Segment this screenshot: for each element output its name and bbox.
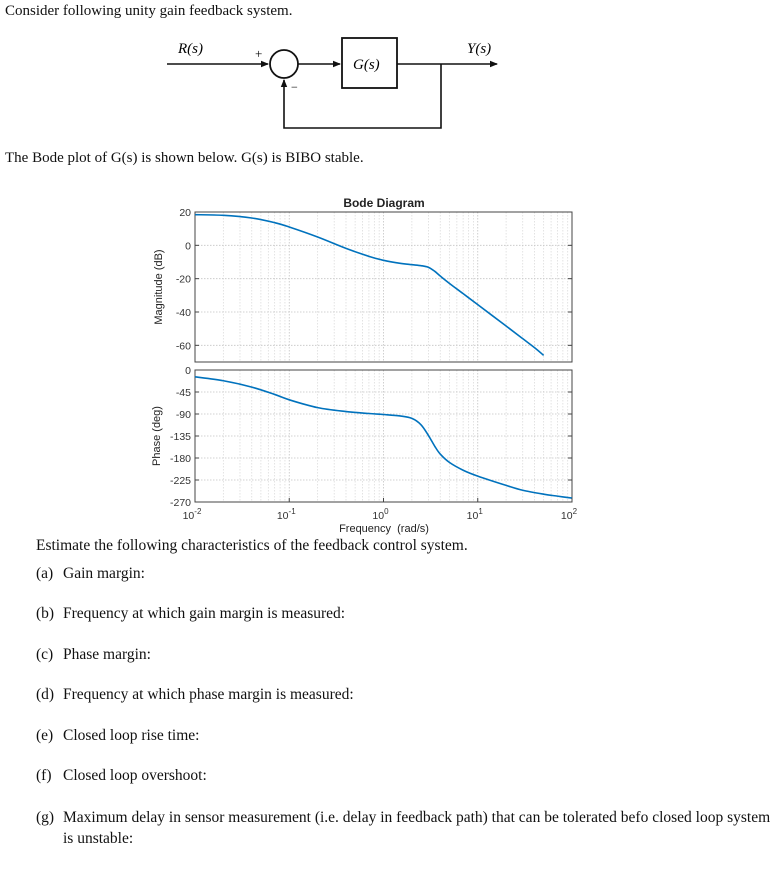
intro-text: Consider following unity gain feedback system. <box>5 3 293 19</box>
question-label: (f) <box>36 767 52 784</box>
question-text: Frequency at which gain margin is measured: <box>63 605 346 622</box>
block-label: G(s) <box>353 57 380 73</box>
magnitude-curve <box>195 215 544 356</box>
question-label: (b) <box>36 605 55 622</box>
question-label: (g) <box>36 809 55 826</box>
question-g <box>36 807 771 849</box>
x-tick-label: $10^0$ <box>372 507 389 522</box>
question-label: (d) <box>36 686 55 703</box>
minus-sign: − <box>291 80 298 94</box>
y-tick-label: -20 <box>175 273 191 286</box>
y-tick-label: -180 <box>169 453 191 465</box>
question-label: (a) <box>36 565 54 582</box>
question-b <box>36 605 345 623</box>
bode-intro-text: The Bode plot of G(s) is shown below. G(s) is BIBO stable. <box>5 150 364 166</box>
y-tick-label: 0 <box>185 240 191 253</box>
question-label: (c) <box>36 646 54 663</box>
plus-sign: + <box>255 46 263 61</box>
y-tick-label: -270 <box>169 497 191 509</box>
y-tick-label: -60 <box>175 340 191 353</box>
y-tick-label: -40 <box>175 307 191 319</box>
question-f <box>36 767 207 785</box>
x-tick-label: $10^1$ <box>466 507 483 522</box>
question-text: Phase margin: <box>63 646 151 663</box>
question-d <box>36 686 354 704</box>
chart-title: Bode Diagram <box>343 196 425 210</box>
y-tick-label: 20 <box>179 207 191 219</box>
y-tick-label: -90 <box>175 409 191 421</box>
question-c <box>36 646 151 664</box>
input-label: R(s) <box>178 41 203 57</box>
question-text: Frequency at which phase margin is measured: <box>63 686 354 703</box>
question-text: Gain margin: <box>63 565 145 582</box>
question-text: Closed loop rise time: <box>63 727 200 744</box>
question-text: Maximum delay in sensor measurement (i.e. delay in feedback path) that can be tolerated befo closed loop system is unstable: <box>63 809 771 847</box>
question-label: (e) <box>36 727 54 744</box>
x-tick-label: $10^{-1}$ <box>276 507 296 522</box>
question-text: Closed loop overshoot: <box>63 767 207 784</box>
y-tick-label: -135 <box>169 431 191 443</box>
y-tick-label: -225 <box>169 475 191 487</box>
chart-xlabel: Frequency (rad/s) <box>339 523 429 535</box>
y-tick-label: 0 <box>185 365 191 377</box>
y-tick-label: -45 <box>175 387 191 399</box>
x-tick-label: $10^{-2}$ <box>182 507 202 522</box>
phase-ylabel: Phase (deg) <box>151 406 163 466</box>
question-e <box>36 727 199 745</box>
question-a <box>36 565 145 583</box>
estimate-intro: Estimate the following characteristics of the feedback control system. <box>36 537 468 554</box>
output-label: Y(s) <box>467 41 492 57</box>
magnitude-ylabel: Magnitude (dB) <box>153 249 165 325</box>
x-tick-label: $10^2$ <box>560 507 578 522</box>
